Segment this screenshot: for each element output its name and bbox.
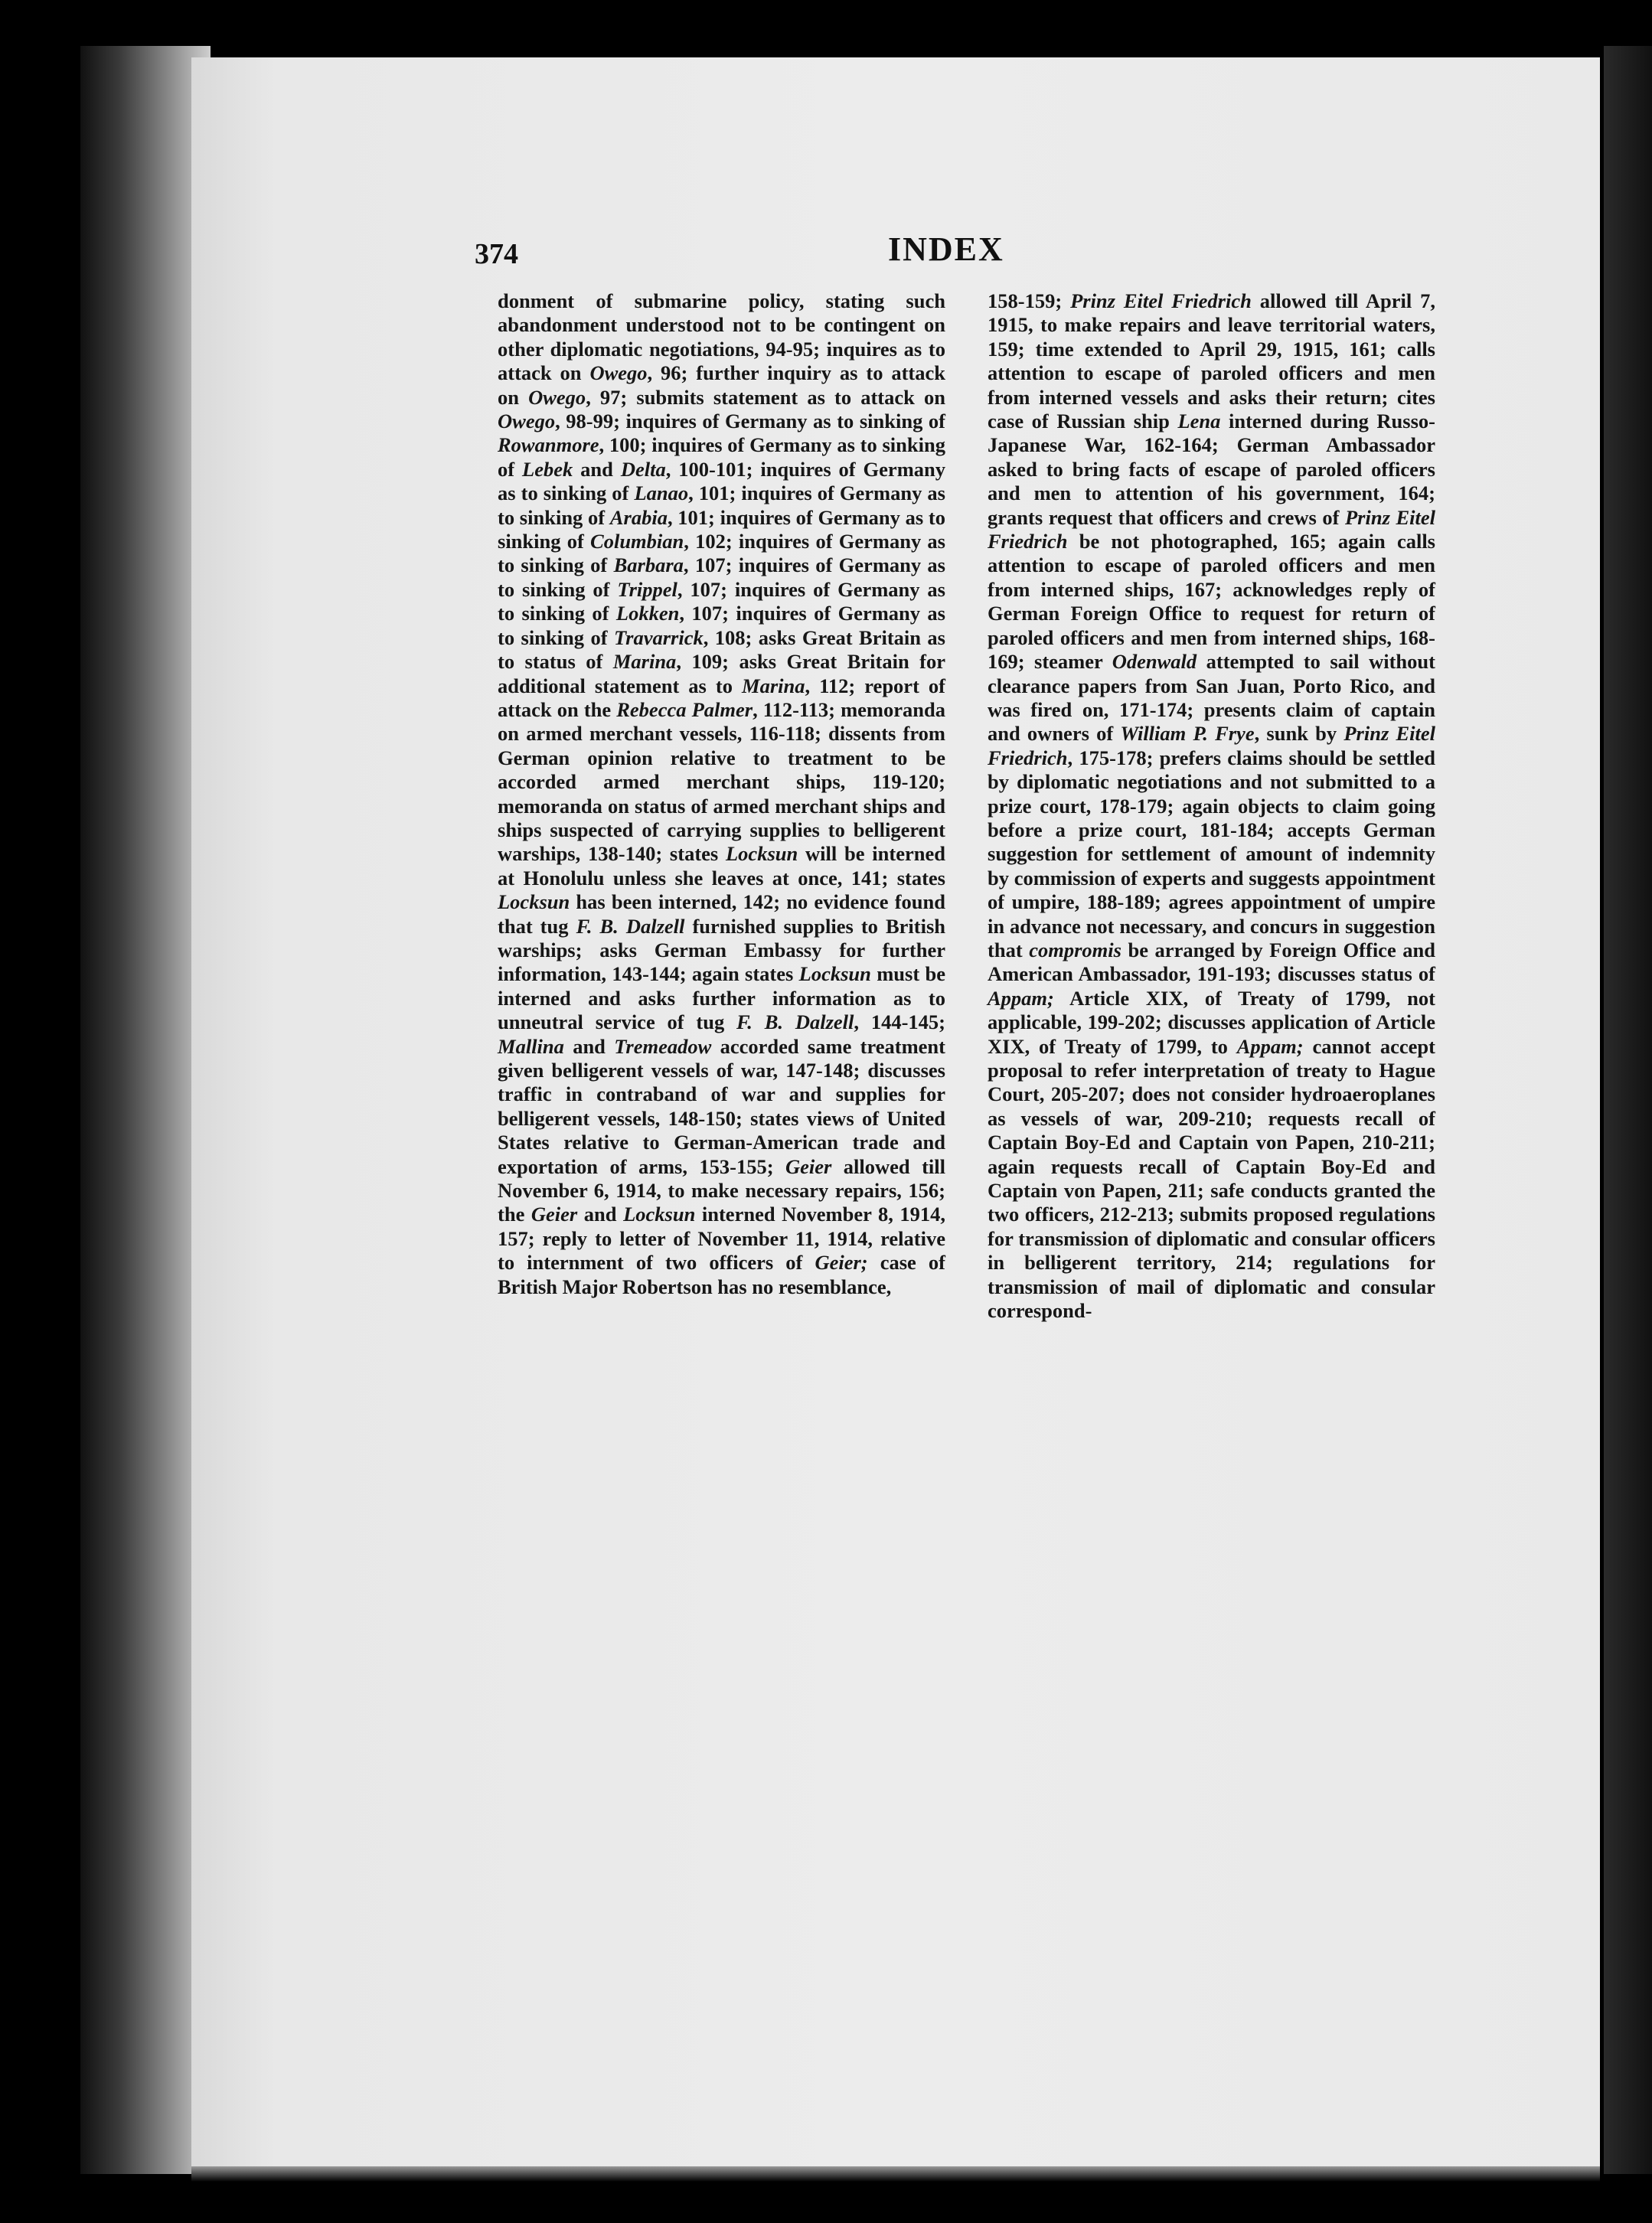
text-run: be arranged by Foreign Office and American Ambassador, 191-193; discusses status of bbox=[988, 938, 1435, 986]
index-entry-text bbox=[498, 289, 945, 1299]
text-run: 158-159; bbox=[988, 289, 1071, 312]
text-run: , 107; inquires of Germany as to sinking of bbox=[498, 553, 945, 601]
vessel-name: Locksun bbox=[623, 1203, 696, 1226]
vessel-name: F. B. Dalzell bbox=[736, 1010, 854, 1034]
text-run: , 96; further inquiry as to attack on bbox=[498, 361, 946, 409]
vessel-name: Locksun bbox=[498, 890, 570, 914]
vessel-name: Owego bbox=[589, 361, 648, 385]
vessel-name: Lena bbox=[1177, 410, 1221, 433]
vessel-name: William P. Frye bbox=[1120, 722, 1255, 746]
book-right-edge bbox=[1604, 46, 1652, 2174]
vessel-name: Appam; bbox=[988, 986, 1054, 1010]
vessel-name: Trippel bbox=[617, 577, 677, 601]
text-run: interned during Russo-Japanese War, 162-164; German Ambassador asked to bring facts of escape of paroled officers and men to attention of his government, 164; grants request that officers and crews of bbox=[988, 410, 1435, 529]
text-run: donment of submarine policy, stating such abandonment understood not to be contingent on other diplomatic negotiations, 94-95; inquires as to attack on bbox=[498, 289, 945, 385]
index-column-right bbox=[988, 289, 1435, 1323]
text-run: , 108; asks Great Britain as to status of bbox=[498, 625, 945, 674]
vessel-name: Mallina bbox=[498, 1034, 564, 1058]
vessel-name: Prinz Eitel Friedrich bbox=[1070, 289, 1252, 312]
vessel-name: F. B. Dalzell bbox=[576, 914, 685, 938]
text-run: accorded same treatment given belligerent vessels of war, 147-148; discusses traffic in contraband of war and supplies for belligerent vessels, 148-150; states views of United States relative to German-American trade and exportation of arms, 153-155; bbox=[498, 1034, 945, 1178]
vessel-name: Lanao bbox=[634, 481, 689, 505]
text-run: , 102; inquires of Germany as to sinking of bbox=[498, 530, 945, 577]
vessel-name: Appam; bbox=[1236, 1034, 1304, 1058]
page-bottom-shadow bbox=[191, 2166, 1600, 2182]
text-run: , sunk by bbox=[1254, 722, 1344, 746]
text-run: , 107; inquires of Germany as to sinking of bbox=[498, 577, 945, 625]
text-run: , 100; inquires of Germany as to sinking of bbox=[498, 433, 945, 481]
vessel-name: Tremeadow bbox=[614, 1034, 712, 1058]
vessel-name: Locksun bbox=[726, 842, 798, 866]
text-run: , 175-178; prefers claims should be settled by diplomatic negotiations and not submitted to a prize court, 178-179; again objects to claim going before a prize court, 181-184; accepts German suggestion for settlement of amount of indemnity by commission of experts and suggests appointment of umpire, 188-189; agrees appointment of umpire in advance not necessary, and concurs in suggestion that bbox=[988, 746, 1435, 961]
text-run: has been interned, 142; no evidence found that tug bbox=[498, 890, 945, 938]
vessel-name: Marina bbox=[742, 674, 805, 697]
vessel-name: Locksun bbox=[798, 962, 871, 986]
text-run: , 100-101; inquires of Germany as to sinking of bbox=[498, 457, 946, 505]
vessel-name: Marina bbox=[612, 650, 677, 674]
vessel-name: Columbian bbox=[590, 530, 684, 553]
vessel-name: Odenwald bbox=[1112, 650, 1197, 674]
vessel-name: Geier bbox=[785, 1154, 832, 1178]
index-entry-text bbox=[988, 289, 1435, 1323]
text-run: interned November 8, 1914, 157; reply to letter of November 11, 1914, relative to internment of two officers of bbox=[498, 1203, 945, 1275]
vessel-name: Owego bbox=[528, 385, 586, 409]
text-run: and bbox=[563, 1034, 615, 1058]
text-run: be not photographed, 165; again calls attention to escape of paroled officers and men from interned ships, 167; acknowledges reply of German Foreign Office to request for return of paroled officers and men from interned ships, 168-169; steamer bbox=[988, 530, 1435, 674]
text-run: must be interned and asks further information as to unneutral service of tug bbox=[498, 962, 946, 1034]
text-run: furnished supplies to British warships; asks German Embassy for further information, 143-144; again states bbox=[498, 914, 946, 986]
vessel-name: Prinz Eitel Friedrich bbox=[988, 505, 1435, 553]
text-run: Article XIX, of Treaty of 1799, not applicable, 199-202; discusses application of Article XIX, of Treaty of 1799, to bbox=[988, 986, 1435, 1058]
vessel-name: Delta bbox=[620, 457, 666, 481]
page-header bbox=[475, 230, 1401, 276]
text-run: , 97; submits statement as to attack on bbox=[586, 385, 945, 409]
vessel-name: Lokken bbox=[615, 602, 680, 625]
vessel-name: Arabia bbox=[609, 505, 668, 529]
text-run: will be interned at Honolulu unless she leaves at once, 141; states bbox=[498, 842, 945, 890]
vessel-name: Owego bbox=[498, 410, 556, 433]
vessel-name: compromis bbox=[1029, 938, 1121, 961]
text-run: , 98-99; inquires of Germany as to sinking of bbox=[555, 410, 945, 433]
text-run: , 112; report of attack on the bbox=[498, 674, 945, 721]
index-column-left bbox=[498, 289, 945, 1299]
text-run: attempted to sail without clearance papers from San Juan, Porto Rico, and was fired on, 171-174; presents claim of captain and owners of bbox=[988, 650, 1435, 746]
vessel-name: Prinz Eitel Friedrich bbox=[988, 722, 1435, 769]
text-run: , 101; inquires of Germany as to sinking of bbox=[498, 481, 945, 529]
vessel-name: Geier bbox=[531, 1203, 578, 1226]
text-run: and bbox=[577, 1203, 624, 1226]
text-run: allowed till April 7, 1915, to make repairs and leave territorial waters, 159; time extended to April 29, 1915, 161; calls attention to escape of paroled officers and men from interned vessels and asks their return; cites case of Russian ship bbox=[988, 289, 1435, 433]
text-run: , 107; inquires of Germany as to sinking of bbox=[498, 602, 945, 649]
vessel-name: Geier; bbox=[815, 1251, 868, 1275]
vessel-name: Rowanmore bbox=[498, 433, 599, 457]
text-run: , 109; asks Great Britain for additional statement as to bbox=[498, 650, 946, 697]
vessel-name: Lebek bbox=[522, 457, 573, 481]
text-run: , 112-113; memoranda on armed merchant vessels, 116-118; dissents from German opinion relative to treatment to be accorded armed merchant ships, 119-120; memoranda on status of armed merchant ships and ships suspected of carrying supplies to belligerent warships, 138-140; states bbox=[498, 697, 945, 866]
page-number: 374 bbox=[475, 238, 518, 270]
text-run: cannot accept proposal to refer interpretation of treaty to Hague Court, 205-207; does not consider hydroaeroplanes as vessels of war, 209-210; requests recall of Captain Boy-Ed and Captain von Papen, 210-211; again requests recall of Captain Boy-Ed and Captain von Papen, 211; safe conducts granted the two officers, 212-213; submits proposed regulations for transmission of diplomatic and consular officers in belligerent territory, 214; regulations for transmission of mail of diplomatic and consular correspond- bbox=[988, 1034, 1435, 1323]
running-title: INDEX bbox=[888, 230, 1004, 268]
vessel-name: Rebecca Palmer bbox=[616, 697, 753, 721]
vessel-name: Travarrick bbox=[613, 625, 704, 649]
text-run: allowed till November 6, 1914, to make necessary repairs, 156; the bbox=[498, 1154, 946, 1226]
vessel-name: Barbara bbox=[613, 553, 684, 577]
text-run: , 101; inquires of Germany as to sinking of bbox=[498, 505, 945, 553]
text-run: , 144-145; bbox=[854, 1010, 946, 1034]
text-run: and bbox=[573, 457, 621, 481]
text-run: case of British Major Robertson has no resemblance, bbox=[498, 1251, 945, 1298]
